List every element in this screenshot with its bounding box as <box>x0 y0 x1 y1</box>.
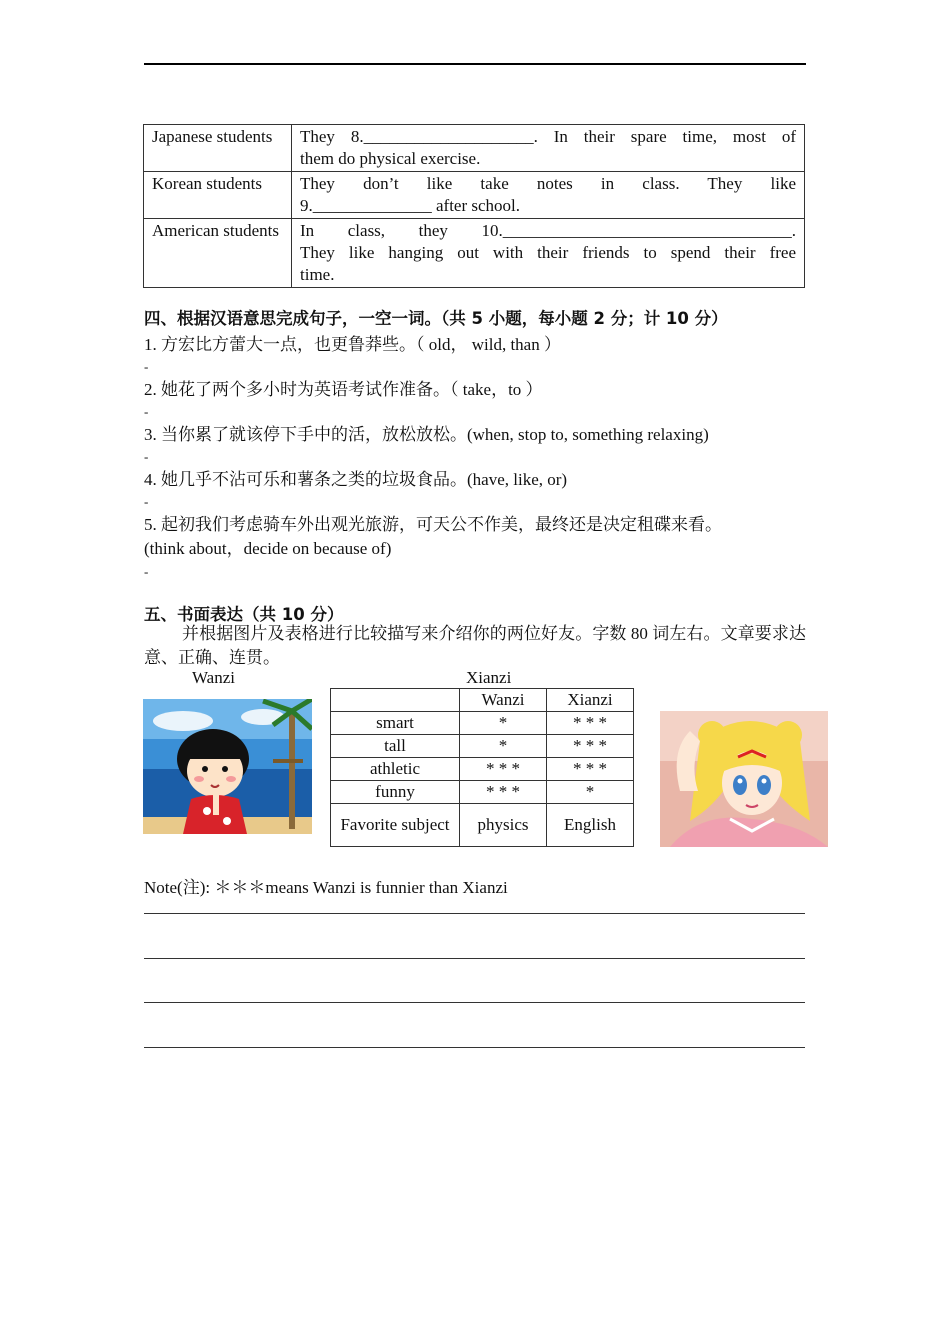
answer-line: - <box>144 564 149 579</box>
answer-line: - <box>144 404 149 419</box>
xianzi-picture <box>660 711 828 847</box>
writing-line[interactable] <box>144 1047 805 1048</box>
comparison-table <box>330 688 634 847</box>
header-rule <box>144 63 806 65</box>
table-cell: * <box>460 735 547 758</box>
question-5-hints: (think about，decide on because of) <box>144 539 392 558</box>
writing-line[interactable] <box>144 913 805 914</box>
table-cell: * * * <box>460 781 547 804</box>
section5-title: 五、书面表达（共 10 分） <box>144 605 344 624</box>
table-row <box>331 689 634 712</box>
table-row <box>331 804 634 847</box>
table-row <box>331 781 634 804</box>
table-cell: smart <box>331 712 460 735</box>
section4-title: 四、根据汉语意思完成句子，一空一词。（共 5 小题，每小题 2 分；计 10 分） <box>144 309 728 328</box>
row-group-label: Japanese students <box>144 125 292 172</box>
table-cell: English <box>547 804 634 847</box>
caption-wanzi: Wanzi <box>192 668 235 687</box>
table-row <box>331 712 634 735</box>
table-cell: Favorite subject <box>331 804 460 847</box>
question-1: 1. 方宏比方蕾大一点，也更鲁莽些。（ old， wild, than ） <box>144 335 561 354</box>
student-habits-table <box>143 124 805 288</box>
table-cell: * * * <box>547 758 634 781</box>
table-cell: * <box>547 781 634 804</box>
section5-instruction: 并根据图片及表格进行比较描写来介绍你的两位好友。字数 80 词左右。文章要求达意、正确、连贯。 <box>144 624 806 667</box>
table-row <box>331 735 634 758</box>
row-group-label: Korean students <box>144 172 292 219</box>
wanzi-picture <box>143 699 312 834</box>
table-row <box>144 219 805 288</box>
table-cell: physics <box>460 804 547 847</box>
caption-xianzi: Xianzi <box>466 668 512 687</box>
question-3: 3. 当你累了就该停下手中的活，放松放松。(when, stop to, something relaxing) <box>144 425 709 444</box>
table-row <box>144 125 805 172</box>
table-header: Xianzi <box>547 689 634 712</box>
table-cell: * * * <box>547 735 634 758</box>
writing-line[interactable] <box>144 958 805 959</box>
row-content: In class, they 10.__________________________________. They like hanging out with their friends to spend their free time. <box>292 219 805 288</box>
table-row <box>144 172 805 219</box>
row-content: They 8.____________________. In their spare time, most of them do physical exercise. <box>292 125 805 172</box>
table-cell: tall <box>331 735 460 758</box>
table-row <box>331 758 634 781</box>
question-5: 5. 起初我们考虑骑车外出观光旅游，可天公不作美，最终还是决定租碟来看。 <box>144 515 722 534</box>
row-content: They don’t like take notes in class. They like 9.______________ after school. <box>292 172 805 219</box>
question-2: 2. 她花了两个多小时为英语考试作准备。（ take，to ） <box>144 380 543 399</box>
table-cell <box>331 689 460 712</box>
answer-line: - <box>144 359 149 374</box>
table-cell: athletic <box>331 758 460 781</box>
note: Note(注): ＊＊＊means Wanzi is funnier than Xianzi <box>144 878 508 897</box>
table-cell: * <box>460 712 547 735</box>
table-cell: * * * <box>460 758 547 781</box>
table-header: Wanzi <box>460 689 547 712</box>
table-cell: funny <box>331 781 460 804</box>
question-4: 4. 她几乎不沾可乐和薯条之类的垃圾食品。(have, like, or) <box>144 470 568 489</box>
answer-line: - <box>144 494 149 509</box>
table-cell: * * * <box>547 712 634 735</box>
row-group-label: American students <box>144 219 292 288</box>
answer-line: - <box>144 449 149 464</box>
writing-line[interactable] <box>144 1002 805 1003</box>
